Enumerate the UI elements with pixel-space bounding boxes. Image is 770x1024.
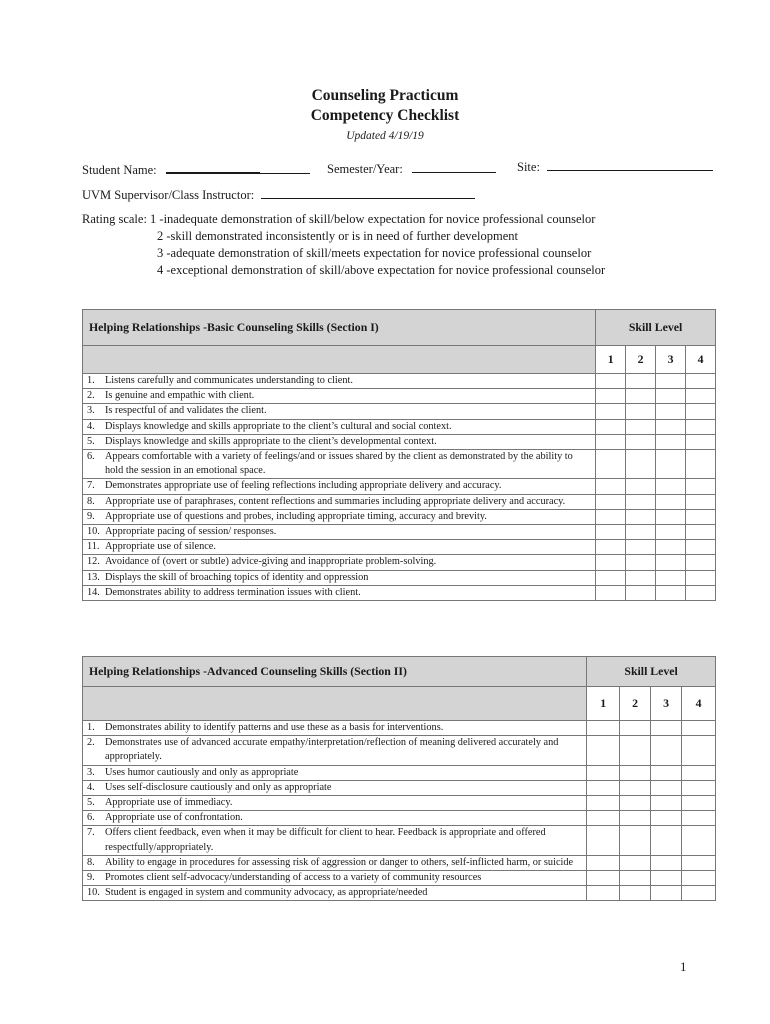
section1-rating-cell-1[interactable] — [596, 525, 626, 540]
section1-item — [83, 585, 596, 600]
section2-title: Helping Relationships -Advanced Counseling Skills (Section II) — [83, 657, 587, 687]
section2-item-number: 6. — [87, 812, 95, 824]
section1-rating-cell-3[interactable] — [656, 540, 686, 555]
rating-scale — [82, 211, 605, 279]
section2-item-text: Uses self-disclosure cautiously and only as appropriate — [105, 781, 332, 793]
section2-row — [83, 886, 716, 901]
section1-rating-cell-1[interactable] — [596, 570, 626, 585]
section2-item-text: Demonstrates use of advanced accurate empathy/interpretation/reflection of meaning delivered accurately and appropriately. — [105, 737, 559, 763]
section1-row — [83, 525, 716, 540]
section1-rating-cell-4[interactable] — [686, 479, 716, 494]
section2-rating-cell-4[interactable] — [682, 721, 716, 736]
section1-rating-cell-4[interactable] — [686, 570, 716, 585]
section1-rating-cell-3[interactable] — [656, 450, 686, 479]
section2-item-number: 5. — [87, 797, 95, 809]
section1-item-number: 4. — [87, 420, 95, 432]
section1-rating-cell-4[interactable] — [686, 434, 716, 449]
section1-header-spacer — [83, 346, 596, 374]
section2-rating-cell-3[interactable] — [651, 780, 682, 795]
section1-rating-cell-3[interactable] — [656, 404, 686, 419]
section2-rating-cell-4[interactable] — [682, 796, 716, 811]
section2-item — [83, 855, 587, 870]
section2-rating-cell-4[interactable] — [682, 811, 716, 826]
section2-item-number: 1. — [87, 722, 95, 733]
section2-item-number: 7. — [87, 827, 95, 839]
section1-rating-cell-3[interactable] — [656, 479, 686, 494]
rating-level-1-text: 1 -inadequate demonstration of skill/below expectation for novice professional counselor — [150, 212, 596, 226]
section1-item — [83, 479, 596, 494]
section2-item-text: Demonstrates ability to identify patterns and use these as a basis for interventions. — [105, 722, 444, 733]
section2-rating-cell-2[interactable] — [620, 871, 651, 886]
section2-table — [82, 656, 716, 901]
section2-rating-cell-2[interactable] — [620, 736, 651, 765]
section1-rating-cell-3[interactable] — [656, 509, 686, 524]
section1-rating-cell-4[interactable] — [686, 525, 716, 540]
document-title: Counseling Practicum — [311, 87, 459, 104]
section1-rating-cell-3[interactable] — [656, 555, 686, 570]
section1-item-number: 2. — [87, 390, 95, 402]
section1-item-number: 10. — [87, 526, 100, 538]
section1-col-4: 4 — [686, 346, 716, 374]
section1-item-text: Displays the skill of broaching topics of identity and oppression — [105, 571, 369, 583]
section2-item — [83, 780, 587, 795]
section1-rating-cell-2[interactable] — [626, 434, 656, 449]
rating-scale-label: Rating scale: — [82, 212, 147, 226]
section2-item-text: Appropriate use of confrontation. — [105, 812, 243, 824]
section1-item-number: 11. — [87, 541, 100, 553]
section1-rating-cell-2[interactable] — [626, 479, 656, 494]
section1-rating-cell-1[interactable] — [596, 434, 626, 449]
section1-item-text: Appropriate use of questions and probes, including appropriate timing, accuracy and brevity. — [105, 510, 487, 522]
section1-item-number: 9. — [87, 510, 95, 522]
section1-item-text: Displays knowledge and skills appropriate to the client’s developmental context. — [105, 435, 437, 447]
section2-rating-cell-4[interactable] — [682, 871, 716, 886]
section1-row — [83, 509, 716, 524]
section1-item-number: 8. — [87, 495, 95, 507]
section1-item — [83, 404, 596, 419]
section1-rating-cell-3[interactable] — [656, 525, 686, 540]
section2-col-3: 3 — [651, 687, 682, 721]
section1-row — [83, 419, 716, 434]
section1-table — [82, 309, 716, 601]
section2-rating-cell-4[interactable] — [682, 855, 716, 870]
section2-item-text: Promotes client self-advocacy/understanding of access to a variety of community resources — [105, 872, 482, 884]
section1-rating-cell-3[interactable] — [656, 570, 686, 585]
section2-item — [83, 886, 587, 901]
section1-col-2: 2 — [626, 346, 656, 374]
section1-rating-cell-2[interactable] — [626, 494, 656, 509]
section2-rating-cell-2[interactable] — [620, 811, 651, 826]
section1-col-3: 3 — [656, 346, 686, 374]
semester-blank[interactable] — [412, 160, 496, 173]
section2-rating-cell-4[interactable] — [682, 780, 716, 795]
section2-item-text: Appropriate use of immediacy. — [105, 797, 233, 809]
section1-rating-cell-4[interactable] — [686, 509, 716, 524]
section2-item-number: 10. — [87, 887, 100, 899]
section1-item-number: 12. — [87, 556, 100, 568]
section1-rating-cell-3[interactable] — [656, 419, 686, 434]
section1-rating-cell-2[interactable] — [626, 419, 656, 434]
section2-rating-cell-3[interactable] — [651, 736, 682, 765]
supervisor-blank[interactable] — [261, 186, 475, 199]
section1-col-1: 1 — [596, 346, 626, 374]
section2-row — [83, 796, 716, 811]
section2-rating-cell-3[interactable] — [651, 796, 682, 811]
section1-item-text: Appropriate use of silence. — [105, 541, 216, 553]
student-name-field[interactable] — [82, 160, 310, 178]
section1-rating-cell-2[interactable] — [626, 450, 656, 479]
section2-row — [83, 721, 716, 736]
section1-row — [83, 585, 716, 600]
section1-rating-cell-2[interactable] — [626, 570, 656, 585]
section1-rating-cell-3[interactable] — [656, 434, 686, 449]
section2-rating-cell-2[interactable] — [620, 780, 651, 795]
rating-level-2: 2 -skill demonstrated inconsistently or is in need of further development — [157, 229, 519, 243]
section2-rating-cell-4[interactable] — [682, 765, 716, 780]
section2-item-number: 4. — [87, 781, 95, 793]
rating-level-1 — [82, 211, 605, 228]
document-title-block — [0, 86, 770, 144]
section1-item-number: 3. — [87, 405, 95, 417]
document-subtitle: Competency Checklist — [310, 107, 460, 124]
section2-rating-cell-2[interactable] — [620, 886, 651, 901]
supervisor-label: UVM Supervisor/Class Instructor: — [82, 188, 255, 202]
page-number: 1 — [680, 959, 687, 974]
section1-item — [83, 450, 596, 479]
section1-rating-cell-4[interactable] — [686, 585, 716, 600]
section2-rating-cell-3[interactable] — [651, 855, 682, 870]
section1-rating-cell-1[interactable] — [596, 389, 626, 404]
section1-rating-cell-1[interactable] — [596, 419, 626, 434]
site-field[interactable] — [517, 158, 713, 175]
site-blank[interactable] — [547, 158, 713, 171]
section2-skill-level-header: Skill Level — [587, 657, 716, 687]
section1-item-number: 14. — [87, 586, 100, 598]
site-label: Site: — [517, 160, 540, 174]
section1-rating-cell-2[interactable] — [626, 509, 656, 524]
section2-item-number: 2. — [87, 737, 95, 749]
section1-item-text: Appropriate use of paraphrases, content reflections and summaries including appropriate delivery and accuracy. — [105, 495, 566, 507]
section2-item — [83, 871, 587, 886]
section2-item — [83, 796, 587, 811]
section2-rating-cell-1[interactable] — [587, 721, 620, 736]
section2-item — [83, 765, 587, 780]
section1-rating-cell-1[interactable] — [596, 374, 626, 389]
section1-item-text: Displays knowledge and skills appropriate to the client’s cultural and social context. — [105, 420, 452, 432]
section1-skill-level-header: Skill Level — [596, 310, 716, 346]
section2-rating-cell-1[interactable] — [587, 886, 620, 901]
section1-rating-cell-2[interactable] — [626, 389, 656, 404]
section2-item-text: Uses humor cautiously and only as appropriate — [105, 766, 299, 778]
section1-row — [83, 555, 716, 570]
section1-rating-cell-2[interactable] — [626, 404, 656, 419]
section1-rating-cell-1[interactable] — [596, 585, 626, 600]
semester-field[interactable] — [327, 160, 496, 177]
section2-rating-cell-3[interactable] — [651, 871, 682, 886]
section2-rating-cell-3[interactable] — [651, 826, 682, 855]
section1-rating-cell-1[interactable] — [596, 509, 626, 524]
section1-rating-cell-3[interactable] — [656, 389, 686, 404]
section2-rating-cell-1[interactable] — [587, 736, 620, 765]
section1-row — [83, 494, 716, 509]
section2-rating-cell-2[interactable] — [620, 721, 651, 736]
section1-item-text: Demonstrates appropriate use of feeling reflections including appropriate delivery and accuracy. — [105, 480, 502, 492]
section1-items — [83, 374, 716, 601]
section2-col-1: 1 — [587, 687, 620, 721]
section1-row — [83, 434, 716, 449]
section1-item-text: Is genuine and empathic with client. — [105, 390, 255, 402]
section2-row — [83, 765, 716, 780]
section1-item-number: 6. — [87, 451, 95, 463]
section2-item-text: Offers client feedback, even when it may be difficult for client to hear. Feedback is appropriate and offered respectfully/appropriately. — [105, 827, 546, 853]
section2-rating-cell-2[interactable] — [620, 765, 651, 780]
section1-item-number: 13. — [87, 571, 100, 583]
section2-row — [83, 826, 716, 855]
section1-rating-cell-1[interactable] — [596, 555, 626, 570]
section1-rating-cell-2[interactable] — [626, 525, 656, 540]
section1-item — [83, 494, 596, 509]
section2-item-number: 3. — [87, 766, 95, 778]
section2-rating-cell-1[interactable] — [587, 826, 620, 855]
section1-rating-cell-4[interactable] — [686, 450, 716, 479]
rating-level-4: 4 -exceptional demonstration of skill/above expectation for novice professional counselor — [157, 263, 606, 277]
section2-rating-cell-1[interactable] — [587, 855, 620, 870]
section1-item — [83, 434, 596, 449]
section1-item-text: Is respectful of and validates the client. — [105, 405, 267, 417]
section1-rating-cell-3[interactable] — [656, 374, 686, 389]
student-name-blank[interactable] — [166, 160, 260, 174]
section1-row — [83, 479, 716, 494]
section1-row — [83, 374, 716, 389]
section2-rating-cell-3[interactable] — [651, 811, 682, 826]
section1-item-number: 7. — [87, 480, 95, 492]
section1-rating-cell-2[interactable] — [626, 585, 656, 600]
rating-level-3: 3 -adequate demonstration of skill/meets expectation for novice professional counselor — [157, 246, 592, 260]
section1-item — [83, 540, 596, 555]
section1-item — [83, 570, 596, 585]
section2-rating-cell-2[interactable] — [620, 796, 651, 811]
section2-col-4: 4 — [682, 687, 716, 721]
section1-item — [83, 389, 596, 404]
section1-item-text: Appears comfortable with a variety of feelings/and or issues shared by the client as demonstrated by the ability to hold the session in an emotional space. — [105, 451, 573, 477]
section1-title: Helping Relationships -Basic Counseling Skills (Section I) — [83, 310, 596, 346]
section1-row — [83, 540, 716, 555]
section1-item-number: 1. — [87, 375, 95, 386]
section1-item — [83, 525, 596, 540]
section1-item — [83, 509, 596, 524]
section1-rating-cell-1[interactable] — [596, 494, 626, 509]
section2-row — [83, 871, 716, 886]
section2-row — [83, 855, 716, 870]
section1-rating-cell-1[interactable] — [596, 404, 626, 419]
section1-item — [83, 374, 596, 389]
section2-item-number: 9. — [87, 872, 95, 884]
student-name-label: Student Name: — [82, 163, 157, 177]
updated-date: Updated 4/19/19 — [346, 130, 424, 142]
section2-item — [83, 826, 587, 855]
section2-item — [83, 721, 587, 736]
section2-rating-cell-1[interactable] — [587, 780, 620, 795]
section1-item-text: Avoidance of (overt or subtle) advice-giving and inappropriate problem-solving. — [105, 556, 437, 568]
section1-item-number: 5. — [87, 435, 95, 447]
semester-label: Semester/Year: — [327, 162, 403, 176]
section2-rating-cell-4[interactable] — [682, 736, 716, 765]
section1-row — [83, 404, 716, 419]
student-name-blank-tail — [260, 161, 310, 174]
section2-rating-cell-3[interactable] — [651, 721, 682, 736]
section1-rating-cell-3[interactable] — [656, 585, 686, 600]
section2-item-text: Student is engaged in system and community advocacy, as appropriate/needed — [105, 887, 428, 899]
section1-item — [83, 419, 596, 434]
section1-rating-cell-1[interactable] — [596, 450, 626, 479]
section2-col-2: 2 — [620, 687, 651, 721]
section1-item-text: Appropriate pacing of session/ responses. — [105, 526, 277, 538]
section2-row — [83, 811, 716, 826]
section1-rating-cell-4[interactable] — [686, 374, 716, 389]
section1-rating-cell-2[interactable] — [626, 540, 656, 555]
section2-rating-cell-1[interactable] — [587, 811, 620, 826]
section1-rating-cell-4[interactable] — [686, 494, 716, 509]
section2-rating-cell-1[interactable] — [587, 871, 620, 886]
section1-rating-cell-4[interactable] — [686, 555, 716, 570]
section1-item-text: Demonstrates ability to address termination issues with client. — [105, 586, 361, 598]
section2-item-text: Ability to engage in procedures for assessing risk of aggression or danger to others, self-inflicted harm, or suicide — [105, 856, 574, 868]
section1-rating-cell-2[interactable] — [626, 555, 656, 570]
section1-rating-cell-4[interactable] — [686, 389, 716, 404]
section1-row — [83, 570, 716, 585]
section2-rating-cell-2[interactable] — [620, 826, 651, 855]
section1-rating-cell-2[interactable] — [626, 374, 656, 389]
section1-rating-cell-4[interactable] — [686, 419, 716, 434]
section2-rating-cell-3[interactable] — [651, 886, 682, 901]
section2-rating-cell-4[interactable] — [682, 886, 716, 901]
section1-item-text: Listens carefully and communicates understanding to client. — [105, 375, 353, 386]
section2-rating-cell-2[interactable] — [620, 855, 651, 870]
section2-item — [83, 811, 587, 826]
section1-rating-cell-1[interactable] — [596, 479, 626, 494]
section2-rating-cell-3[interactable] — [651, 765, 682, 780]
section1-rating-cell-4[interactable] — [686, 404, 716, 419]
section1-row — [83, 389, 716, 404]
section2-header-spacer — [83, 687, 587, 721]
supervisor-field[interactable] — [82, 186, 475, 203]
section1-rating-cell-3[interactable] — [656, 494, 686, 509]
section1-rating-cell-4[interactable] — [686, 540, 716, 555]
section2-items — [83, 721, 716, 901]
section1-item — [83, 555, 596, 570]
section2-item — [83, 736, 587, 765]
section2-rating-cell-1[interactable] — [587, 765, 620, 780]
section2-rating-cell-1[interactable] — [587, 796, 620, 811]
section1-rating-cell-1[interactable] — [596, 540, 626, 555]
section2-rating-cell-4[interactable] — [682, 826, 716, 855]
section1-row — [83, 450, 716, 479]
section2-item-number: 8. — [87, 856, 95, 868]
section2-row — [83, 780, 716, 795]
section2-row — [83, 736, 716, 765]
